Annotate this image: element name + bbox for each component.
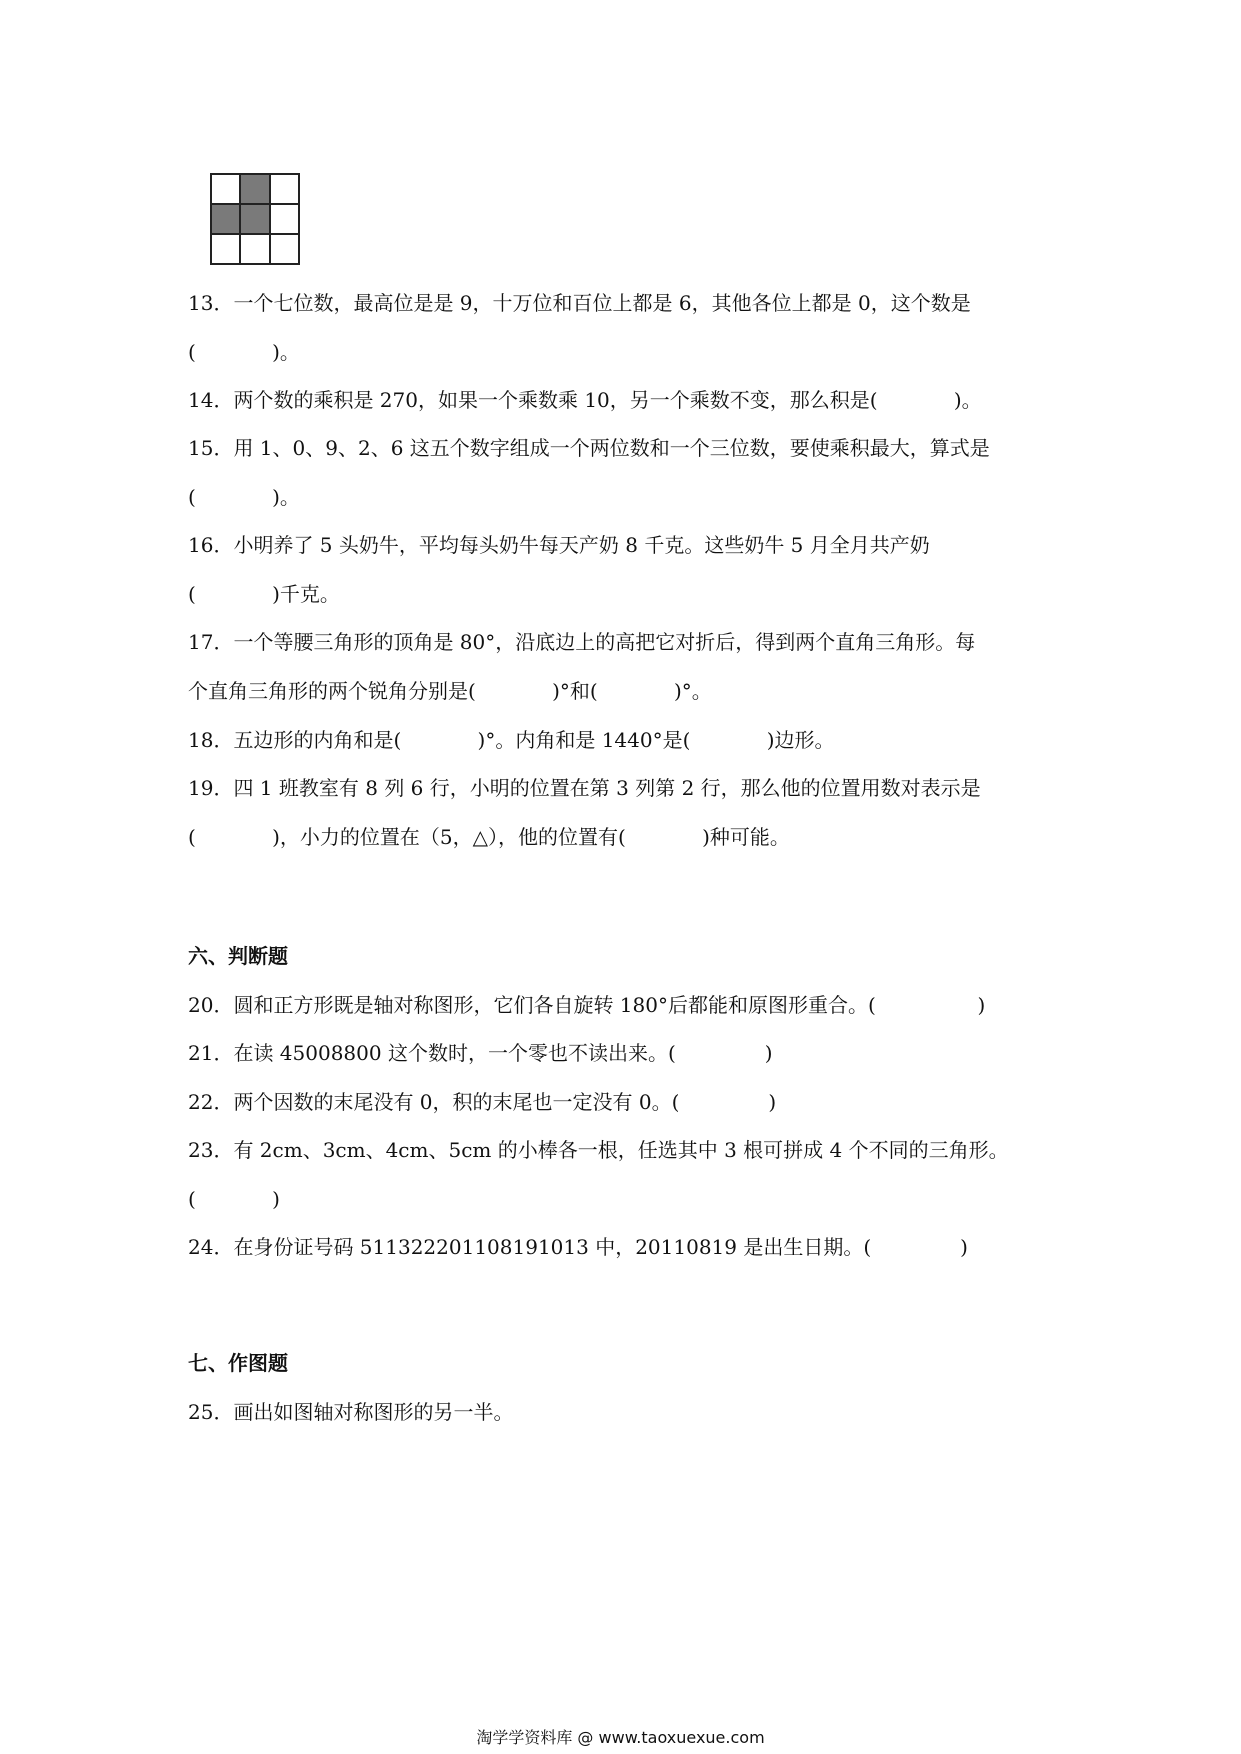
question-17-line-2: 个直角三角形的两个锐角分别是( )°和( )°。 <box>188 679 712 703</box>
section-6-heading: 六、判断题 <box>188 944 288 968</box>
grid-cell-shaded <box>240 204 269 234</box>
grid-cell-empty <box>211 174 240 204</box>
question-24: 24．在身份证号码 511322201108191013 中，20110819 是出生日期。( ) <box>188 1235 968 1259</box>
grid-figure <box>210 173 300 265</box>
question-21: 21．在读 45008800 这个数时，一个零也不读出来。( ) <box>188 1041 773 1065</box>
question-19-line-2: ( )，小力的位置在（5，△），他的位置有( )种可能。 <box>188 825 790 849</box>
grid-cell-empty <box>240 234 269 264</box>
question-23-line-2: ( ) <box>188 1187 280 1211</box>
question-22: 22．两个因数的末尾没有 0，积的末尾也一定没有 0。( ) <box>188 1090 777 1114</box>
section-7-heading: 七、作图题 <box>188 1351 288 1375</box>
question-19-line-1: 19．四 1 班教室有 8 列 6 行，小明的位置在第 3 列第 2 行，那么他的位置用数对表示是 <box>188 776 981 800</box>
question-20: 20．圆和正方形既是轴对称图形，它们各自旋转 180°后都能和原图形重合。( ) <box>188 993 986 1017</box>
grid-row <box>211 174 299 204</box>
question-16-line-1: 16．小明养了 5 头奶牛，平均每头奶牛每天产奶 8 千克。这些奶牛 5 月全月共产奶 <box>188 533 930 557</box>
question-25: 25．画出如图轴对称图形的另一半。 <box>188 1400 514 1424</box>
grid-row <box>211 204 299 234</box>
grid-cell-shaded <box>211 204 240 234</box>
grid-row <box>211 234 299 264</box>
question-13-line-2: ( )。 <box>188 340 300 364</box>
question-17-line-1: 17．一个等腰三角形的顶角是 80°，沿底边上的高把它对折后，得到两个直角三角形。每 <box>188 630 976 654</box>
grid-cell-shaded <box>240 174 269 204</box>
question-15-line-1: 15．用 1、0、9、2、6 这五个数字组成一个两位数和一个三位数，要使乘积最大，算式是 <box>188 436 990 460</box>
grid-cell-empty <box>270 234 299 264</box>
grid-cell-empty <box>270 174 299 204</box>
grid-cell-empty <box>270 204 299 234</box>
question-13-line-1: 13．一个七位数，最高位是是 9，十万位和百位上都是 6，其他各位上都是 0，这个数是 <box>188 291 971 315</box>
question-14: 14．两个数的乘积是 270，如果一个乘数乘 10，另一个乘数不变，那么积是( )。 <box>188 388 982 412</box>
question-23-line-1: 23．有 2cm、3cm、4cm、5cm 的小棒各一根，任选其中 3 根可拼成 4 个不同的三角形。 <box>188 1138 1009 1162</box>
question-15-line-2: ( )。 <box>188 485 300 509</box>
question-16-line-2: ( )千克。 <box>188 582 340 606</box>
question-18: 18．五边形的内角和是( )°。内角和是 1440°是( )边形。 <box>188 728 835 752</box>
footer-watermark: 淘学学资料库 @ www.taoxuexue.com <box>476 1728 765 1747</box>
grid-cell-empty <box>211 234 240 264</box>
